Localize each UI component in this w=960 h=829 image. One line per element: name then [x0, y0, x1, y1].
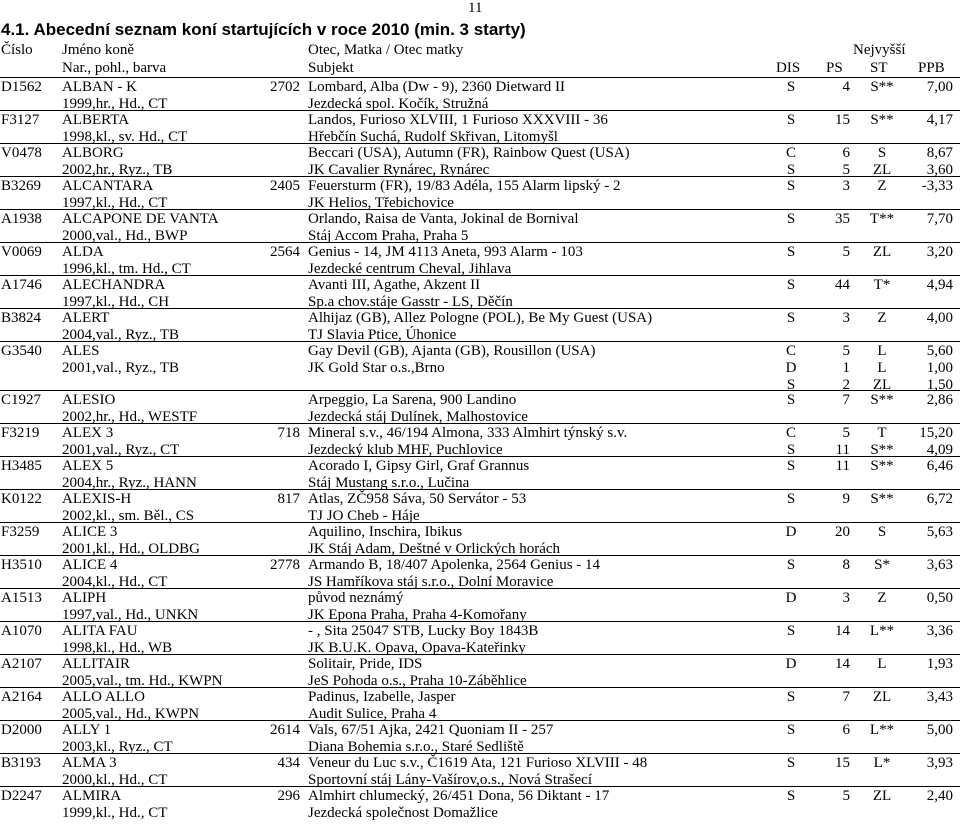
horse-name: ALEX 3 — [62, 425, 114, 441]
horse-info: 2000,val., Hd., BWP — [62, 228, 188, 244]
horse-id: D2000 — [1, 722, 42, 738]
horse-info: 1998,kl., Hd., WB — [62, 640, 173, 656]
horse-id: A2164 — [1, 689, 42, 705]
stat-ps: 6 — [842, 722, 850, 738]
horse-subject: Jezdecké centrum Cheval, Jihlava — [308, 261, 512, 277]
stat-ps: 14 — [835, 656, 850, 672]
row-divider — [0, 308, 960, 309]
horse-info: 2003,kl., Ryz., CT — [62, 739, 173, 755]
stat-dis: S — [786, 162, 796, 178]
horse-id: K0122 — [1, 491, 42, 507]
stat-ppb: 15,20 — [919, 425, 953, 441]
horse-number: 718 — [277, 425, 300, 441]
horse-info: 2004,hr., Ryz., HANN — [62, 475, 197, 491]
stat-ps: 5 — [842, 244, 850, 260]
horse-subject: Hřebčín Suchá, Rudolf Skřivan, Litomyšl — [308, 129, 558, 145]
stat-ppb: 4,17 — [926, 112, 953, 128]
stat-ps: 7 — [842, 689, 850, 705]
row-divider — [0, 390, 960, 391]
horse-number: 2702 — [270, 79, 300, 95]
stat-ppb: 6,72 — [926, 491, 953, 507]
stat-dis: S — [786, 557, 796, 573]
stat-ppb: 6,46 — [926, 458, 953, 474]
stat-ps: 14 — [835, 623, 850, 639]
horse-name: ALLY 1 — [62, 722, 112, 738]
horse-name: ALICE 4 — [62, 557, 118, 573]
horse-name: ALLITAIR — [62, 656, 130, 672]
horse-info: 1997,kl., Hd., CT — [62, 195, 168, 211]
horse-name: ALEXIS-H — [62, 491, 132, 507]
horse-name: ALERT — [62, 310, 110, 326]
stat-st: ZL — [872, 788, 892, 804]
horse-name: ALDA — [62, 244, 104, 260]
stat-ps: 20 — [835, 524, 850, 540]
horse-pedigree: - , Sita 25047 STB, Lucky Boy 1843B — [308, 623, 539, 639]
horse-name: ALES — [62, 343, 100, 359]
stat-ppb: 4,09 — [926, 442, 953, 458]
stat-ppb: 8,67 — [926, 145, 953, 161]
horse-name: ALLO ALLO — [62, 689, 145, 705]
horse-subject: JK Stáj Adam, Deštné v Orlických horách — [308, 541, 561, 557]
stat-ppb: 3,43 — [926, 689, 953, 705]
stat-dis: S — [786, 277, 796, 293]
header-ppb: PPB — [918, 60, 945, 76]
stat-dis: S — [786, 211, 796, 227]
horse-number: 2405 — [270, 178, 300, 194]
horse-pedigree: Landos, Furioso XLVIII, 1 Furioso XXXVIII - 36 — [308, 112, 608, 128]
header-cislo: Číslo — [1, 42, 33, 58]
horse-id: A1938 — [1, 211, 42, 227]
header-jmeno: Jméno koně — [62, 42, 135, 58]
stat-st: S — [877, 524, 887, 540]
horse-subject: JK B.U.K. Opava, Opava-Kateřinky — [308, 640, 526, 656]
stat-ps: 11 — [835, 458, 850, 474]
stat-ppb: 2,40 — [926, 788, 953, 804]
horse-id: A1070 — [1, 623, 42, 639]
horse-pedigree: Lombard, Alba (Dw - 9), 2360 Dietward II — [308, 79, 566, 95]
horse-id: A1746 — [1, 277, 42, 293]
header-nar: Nar., pohl., barva — [62, 60, 167, 76]
stat-ps: 3 — [842, 590, 850, 606]
horse-info: 2002,hr., Ryz., TB — [62, 162, 173, 178]
horse-info: 1997,val., Hd., UNKN — [62, 607, 199, 623]
stat-st: L* — [873, 755, 891, 771]
horse-info: 2002,hr., Hd., WESTF — [62, 409, 198, 425]
header-nejvyssi: Nejvyšší — [853, 42, 906, 58]
horse-name: ALBAN - K — [62, 79, 137, 95]
stat-ppb: 0,50 — [926, 590, 953, 606]
stat-st: S** — [870, 442, 894, 458]
stat-ppb: 5,00 — [926, 722, 953, 738]
stat-st: S** — [870, 458, 894, 474]
row-divider — [0, 456, 960, 457]
horse-pedigree: Mineral s.v., 46/194 Almona, 333 Almhirt týnský s.v. — [308, 425, 628, 441]
row-divider — [0, 423, 960, 424]
stat-st: L** — [869, 623, 895, 639]
page-number: 11 — [468, 0, 483, 16]
row-divider — [0, 275, 960, 276]
stat-st: T — [877, 425, 887, 441]
stat-dis: S — [786, 377, 796, 393]
horse-name: ALMA 3 — [62, 755, 117, 771]
stat-ppb: 7,00 — [926, 79, 953, 95]
horse-subject: Jezdecká spol. Kočík, Stružná — [308, 96, 489, 112]
horse-number: 2778 — [270, 557, 300, 573]
horse-number: 817 — [277, 491, 300, 507]
stat-ps: 7 — [842, 392, 850, 408]
horse-info: 1997,kl., Hd., CH — [62, 294, 170, 310]
horse-number: 296 — [277, 788, 300, 804]
horse-pedigree: Almhirt chlumecký, 26/451 Dona, 56 Diktant - 17 — [308, 788, 610, 804]
horse-subject: JK Helios, Třebichovice — [308, 195, 454, 211]
horse-subject: Diana Bohemia s.r.o., Staré Sedliště — [308, 739, 524, 755]
stat-dis: S — [786, 392, 796, 408]
horse-id: A2107 — [1, 656, 42, 672]
horse-subject: Sp.a chov.stáje Gasstr - LS, Děčín — [308, 294, 513, 310]
stat-ps: 4 — [842, 79, 850, 95]
row-divider — [0, 588, 960, 589]
row-divider — [0, 786, 960, 787]
stat-ps: 8 — [842, 557, 850, 573]
stat-dis: S — [786, 310, 796, 326]
horse-id: V0069 — [1, 244, 42, 260]
stat-st: S — [877, 145, 887, 161]
horse-name: ALBERTA — [62, 112, 130, 128]
horse-info: 2001,val., Ryz., TB — [62, 360, 180, 376]
horse-info: 2001,val., Ryz., CT — [62, 442, 180, 458]
stat-ppb: 1,93 — [926, 656, 953, 672]
horse-info: 1996,kl., tm. Hd., CT — [62, 261, 191, 277]
horse-name: ALCANTARA — [62, 178, 154, 194]
stat-ps: 15 — [835, 755, 850, 771]
stat-ps: 9 — [842, 491, 850, 507]
stat-st: ZL — [872, 689, 892, 705]
row-divider — [0, 720, 960, 721]
stat-st: ZL — [872, 377, 892, 393]
stat-st: T** — [869, 211, 895, 227]
horse-subject: TJ JO Cheb - Háje — [308, 508, 420, 524]
horse-subject: Stáj Accom Praha, Praha 5 — [308, 228, 469, 244]
horse-id: D2247 — [1, 788, 42, 804]
horse-pedigree: Orlando, Raisa de Vanta, Jokinal de Bornival — [308, 211, 579, 227]
row-divider — [0, 242, 960, 243]
row-divider — [0, 77, 960, 78]
horse-pedigree: Beccari (USA), Autumn (FR), Rainbow Quest (USA) — [308, 145, 630, 161]
horse-info: 2005,val., tm. Hd., KWPN — [62, 673, 223, 689]
stat-dis: S — [786, 112, 796, 128]
stat-st: Z — [877, 590, 887, 606]
horse-subject: Jezdecký klub MHF, Puchlovice — [308, 442, 503, 458]
horse-info: 2004,kl., Hd., CT — [62, 574, 168, 590]
stat-dis: S — [786, 623, 796, 639]
horse-id: F3127 — [1, 112, 40, 128]
row-divider — [0, 654, 960, 655]
stat-dis: D — [785, 656, 797, 672]
stat-dis: S — [786, 755, 796, 771]
stat-st: L — [877, 656, 887, 672]
stat-st: S** — [870, 491, 894, 507]
horse-id: V0478 — [1, 145, 42, 161]
horse-subject: JK Cavalier Rynárec, Rynárec — [308, 162, 490, 178]
stat-dis: D — [785, 590, 797, 606]
horse-id: A1513 — [1, 590, 42, 606]
header-dis: DIS — [776, 60, 801, 76]
horse-subject: JeS Pohoda o.s., Praha 10-Záběhlice — [308, 673, 527, 689]
stat-ppb: 7,70 — [926, 211, 953, 227]
stat-ppb: 4,94 — [926, 277, 953, 293]
horse-pedigree: Atlas, ZČ958 Sáva, 50 Servátor - 53 — [308, 491, 527, 507]
stat-st: S** — [870, 79, 894, 95]
horse-subject: JK Epona Praha, Praha 4-Komořany — [308, 607, 527, 623]
stat-dis: S — [786, 788, 796, 804]
row-divider — [0, 209, 960, 210]
row-divider — [0, 110, 960, 111]
stat-st: L — [877, 360, 887, 376]
horse-name: ALIPH — [62, 590, 107, 606]
horse-name: ALBORG — [62, 145, 124, 161]
horse-pedigree: Aquilino, Inschira, Ibikus — [308, 524, 463, 540]
horse-subject: Stáj Mustang s.r.o., Lučina — [308, 475, 470, 491]
horse-pedigree: Veneur du Luc s.v., Č1619 Ata, 121 Furioso XLVIII - 48 — [308, 755, 648, 771]
horse-info: 1999,hr., Hd., CT — [62, 96, 168, 112]
horse-name: ALITA FAU — [62, 623, 138, 639]
stat-dis: S — [786, 244, 796, 260]
row-divider — [0, 176, 960, 177]
row-divider — [0, 522, 960, 523]
horse-info: 2000,kl., Hd., CT — [62, 772, 168, 788]
stat-ps: 11 — [835, 442, 850, 458]
stat-ps: 35 — [835, 211, 850, 227]
horse-pedigree: Alhijaz (GB), Allez Pologne (POL), Be My Guest (USA) — [308, 310, 653, 326]
stat-st: T* — [873, 277, 891, 293]
horse-pedigree: Solitair, Pride, IDS — [308, 656, 423, 672]
stat-st: L — [877, 343, 887, 359]
stat-dis: D — [785, 524, 797, 540]
stat-ps: 5 — [842, 788, 850, 804]
stat-ps: 5 — [842, 162, 850, 178]
stat-ppb: 1,00 — [926, 360, 953, 376]
stat-st: S** — [870, 392, 894, 408]
horse-name: ALCAPONE DE VANTA — [62, 211, 219, 227]
stat-ps: 5 — [842, 343, 850, 359]
stat-st: ZL — [872, 162, 892, 178]
horse-pedigree: Armando B, 18/407 Apolenka, 2564 Genius - 14 — [308, 557, 601, 573]
stat-ppb: 3,93 — [926, 755, 953, 771]
stat-ppb: 5,63 — [926, 524, 953, 540]
horse-info: 2004,val., Ryz., TB — [62, 327, 180, 343]
stat-dis: C — [785, 343, 796, 359]
stat-ps: 44 — [835, 277, 850, 293]
horse-pedigree: Padinus, Izabelle, Jasper — [308, 689, 456, 705]
row-divider — [0, 621, 960, 622]
horse-id: G3540 — [1, 343, 42, 359]
stat-ppb: 1,50 — [926, 377, 953, 393]
horse-subject: TJ Slavia Ptice, Úhonice — [308, 327, 457, 343]
horse-number: 2564 — [270, 244, 300, 260]
horse-info: 1998,kl., sv. Hd., CT — [62, 129, 188, 145]
stat-ps: 1 — [842, 360, 850, 376]
horse-number: 2614 — [270, 722, 300, 738]
horse-info: 1999,kl., Hd., CT — [62, 805, 168, 821]
horse-name: ALECHANDRA — [62, 277, 166, 293]
horse-subject: JK Gold Star o.s.,Brno — [308, 360, 445, 376]
page-title: 4.1. Abecední seznam koní startujících v roce 2010 (min. 3 starty) — [1, 20, 526, 39]
horse-pedigree: Arpeggio, La Sarena, 900 Landino — [308, 392, 517, 408]
horse-id: B3824 — [1, 310, 42, 326]
horse-pedigree: Avanti III, Agathe, Akzent II — [308, 277, 481, 293]
stat-ppb: 3,36 — [926, 623, 953, 639]
row-divider — [0, 687, 960, 688]
header-ps: PS — [826, 60, 843, 76]
stat-st: S* — [874, 557, 890, 573]
horse-pedigree: Feuersturm (FR), 19/83 Adéla, 155 Alarm lipský - 2 — [308, 178, 621, 194]
row-divider — [0, 489, 960, 490]
stat-ppb: 4,00 — [926, 310, 953, 326]
stat-dis: S — [786, 178, 796, 194]
stat-ppb: 3,63 — [926, 557, 953, 573]
horse-subject: Sportovní stáj Lány-Vašírov,o.s., Nová Strašecí — [308, 772, 592, 788]
horse-id: B3269 — [1, 178, 42, 194]
horse-id: F3259 — [1, 524, 40, 540]
stat-dis: S — [786, 689, 796, 705]
stat-st: Z — [877, 310, 887, 326]
stat-st: S** — [870, 112, 894, 128]
row-divider — [0, 753, 960, 754]
horse-subject: Audit Sulice, Praha 4 — [308, 706, 437, 722]
header-otec: Otec, Matka / Otec matky — [308, 42, 464, 58]
stat-ppb: 5,60 — [926, 343, 953, 359]
stat-ps: 5 — [842, 425, 850, 441]
horse-id: B3193 — [1, 755, 42, 771]
horse-pedigree: Genius - 14, JM 4113 Aneta, 993 Alarm - 103 — [308, 244, 583, 260]
horse-name: ALESIO — [62, 392, 116, 408]
stat-ps: 3 — [842, 178, 850, 194]
stat-st: L** — [869, 722, 895, 738]
stat-dis: S — [786, 442, 796, 458]
horse-subject: JS Hamříkova stáj s.r.o., Dolní Moravice — [308, 574, 554, 590]
row-divider — [0, 143, 960, 144]
stat-ppb: 3,20 — [926, 244, 953, 260]
horse-id: D1562 — [1, 79, 42, 95]
stat-ppb: -3,33 — [921, 178, 953, 194]
horse-name: ALICE 3 — [62, 524, 118, 540]
stat-dis: S — [786, 458, 796, 474]
stat-dis: S — [786, 491, 796, 507]
horse-id: F3219 — [1, 425, 40, 441]
horse-id: C1927 — [1, 392, 42, 408]
stat-ps: 2 — [842, 377, 850, 393]
stat-st: ZL — [872, 244, 892, 260]
stat-ps: 6 — [842, 145, 850, 161]
horse-info: 2001,kl., Hd., OLDBG — [62, 541, 200, 557]
horse-pedigree: původ neznámý — [308, 590, 404, 606]
horse-id: H3510 — [1, 557, 42, 573]
stat-st: Z — [877, 178, 887, 194]
stat-ps: 3 — [842, 310, 850, 326]
horse-subject: Jezdecká společnost Domažlice — [308, 805, 498, 821]
stat-ppb: 2,86 — [926, 392, 953, 408]
horse-name: ALEX 5 — [62, 458, 114, 474]
header-subjekt: Subjekt — [308, 60, 354, 76]
row-divider — [0, 341, 960, 342]
stat-dis: C — [785, 145, 796, 161]
stat-ps: 15 — [835, 112, 850, 128]
horse-pedigree: Acorado I, Gipsy Girl, Graf Grannus — [308, 458, 530, 474]
horse-pedigree: Vals, 67/51 Ajka, 2421 Quoniam II - 257 — [308, 722, 554, 738]
horse-number: 434 — [277, 755, 300, 771]
stat-dis: C — [785, 425, 796, 441]
stat-dis: D — [785, 360, 797, 376]
horse-name: ALMIRA — [62, 788, 122, 804]
horse-info: 2002,kl., sm. Běl., CS — [62, 508, 195, 524]
stat-ppb: 3,60 — [926, 162, 953, 178]
horse-id: H3485 — [1, 458, 42, 474]
horse-info: 2005,val., Hd., KWPN — [62, 706, 200, 722]
header-st: ST — [870, 60, 888, 76]
stat-dis: S — [786, 79, 796, 95]
stat-dis: S — [786, 722, 796, 738]
row-divider — [0, 555, 960, 556]
horse-subject: Jezdecká stáj Dulínek, Malhostovice — [308, 409, 528, 425]
horse-pedigree: Gay Devil (GB), Ajanta (GB), Rousillon (USA) — [308, 343, 596, 359]
